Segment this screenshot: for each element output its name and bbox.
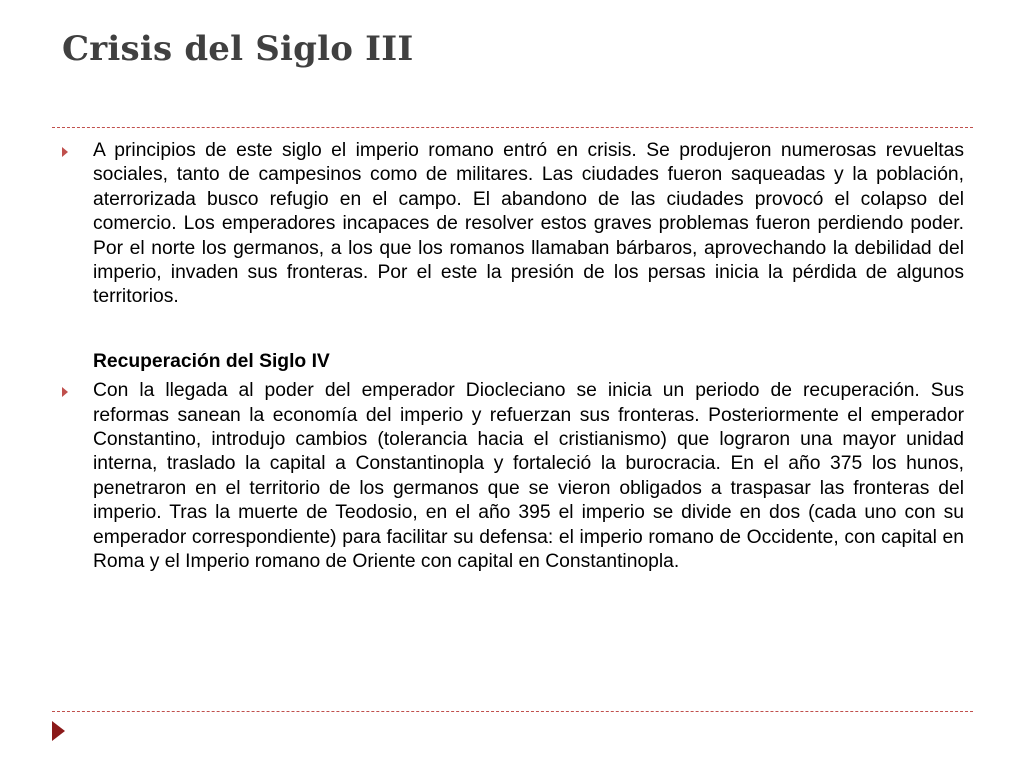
top-divider bbox=[52, 127, 973, 128]
slide-content bbox=[62, 139, 964, 575]
paragraph-crisis-text: A principios de este siglo el imperio romano entró en crisis. Se produjeron numerosas revueltas sociales, tanto de campesinos como de militares. Las ciudades fueron saqueadas y la población, aterrorizada busco refugio en el campo. El abandono de las ciudades provocó el colapso del comercio. Los emperadores incapaces de resolver estos graves problemas fueron perdiendo poder. Por el norte los germanos, a los que los romanos llamaban bárbaros, aprovechando la debilidad del imperio, invaden sus fronteras. Por el este la presión de los persas inicia la pérdida de algunos territorios. bbox=[93, 140, 964, 308]
bullet-paragraph-crisis bbox=[62, 139, 964, 310]
subheading-recuperacion: Recuperación del Siglo IV bbox=[93, 350, 330, 372]
play-arrow-icon[interactable] bbox=[52, 721, 65, 741]
bullet-paragraph-recuperacion bbox=[62, 379, 964, 574]
slide-title: Crisis del Siglo III bbox=[62, 29, 414, 69]
paragraph-recuperacion-text: Con la llegada al poder del emperador Diocleciano se inicia un periodo de recuperación. Sus reformas sanean la economía del imperio y refuerzan sus fronteras. Posteriormente el emperador Constantino, introdujo cambios (tolerancia hacia el cristianismo) que lograron una mayor unidad interna, traslado la capital a Constantinopla y fortaleció la burocracia. En el año 375 los hunos, penetraron en el territorio de los germanos que se vieron obligados a traspasar las fronteras del imperio. Tras la muerte de Teodosio, en el año 395 el imperio se divide en dos (cada uno con su emperador correspondiente) para facilitar su defensa: el imperio romano de Occidente, con capital en Roma y el Imperio romano de Oriente con capital en Constantinopla. bbox=[93, 380, 964, 573]
bullet-triangle-icon bbox=[62, 387, 68, 397]
bottom-divider bbox=[52, 711, 973, 712]
bullet-triangle-icon bbox=[62, 147, 68, 157]
